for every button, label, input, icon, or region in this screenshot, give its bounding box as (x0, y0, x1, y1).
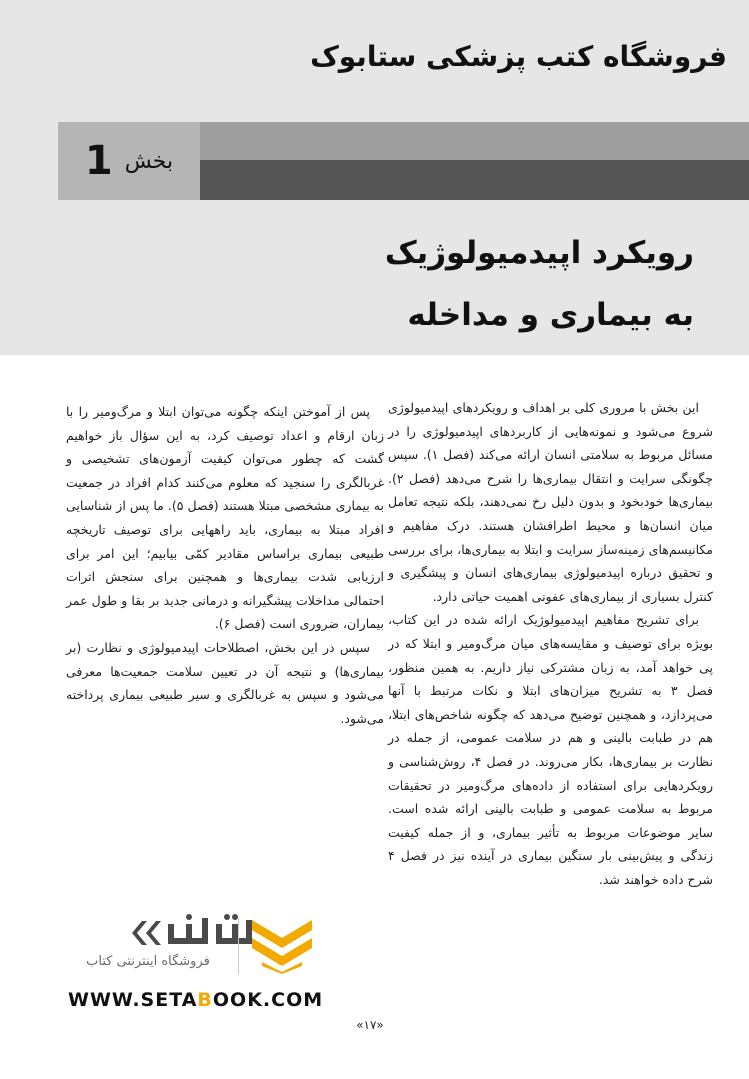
paragraph: پس از آموختن اینکه چگونه می‌توان ابتلا و مرگ‌ومیر را با زبان ارقام و اعداد توصیف کرد، به این سؤال باز خواهیم گشت که چطور می‌توان کیفیت آزمون‌های تشخیصی و غربالگری را سنجید که معلوم می‌کنند کدام افراد در جمعیت به بیماری مشخصی مبتلا هستند (فصل ۵). ما پس از شناسایی افراد مبتلا به بیماری، باید راههایی برای توصیف تاریخچه طبیعی بیماری براساس مقادیر کمّی بیابیم؛ این امر برای ارزیابی شدت بیماری‌ها و همچنین برای سنجش اثرات احتمالی مداخلات پیشگیرانه و درمانی جدید بر بقا و طول عمر بیماران، ضروری است (فصل ۶). (66, 404, 384, 632)
chapter-title (74, 222, 694, 346)
website-url[interactable] (68, 989, 324, 1011)
right-text-column (388, 396, 713, 891)
page-number: «۱۷» (356, 1018, 384, 1032)
logo-subtitle: فروشگاه اینترنتی کتاب (86, 954, 210, 969)
logo-divider (238, 918, 239, 974)
chevron-stack-icon (248, 916, 316, 974)
setabook-logo (60, 912, 318, 978)
left-text-column (66, 400, 384, 730)
chapter-title-line-1: رویکرد اپیدمیولوژیک (384, 235, 694, 271)
section-number: 1 (84, 138, 113, 184)
section-bar-dark (200, 160, 749, 200)
paragraph: این بخش با مروری کلی بر اهداف و رویکردهای اپیدمیولوژی شروع می‌شود و نمونه‌هایی از کاربردهای اپیدمیولوژی را در مسائل مربوط به سلامتی انسان ارائه می‌کند (فصل ۱). سپس چگونگی سرایت و انتقال بیماری‌ها را شرح می‌دهد (فصل ۲). بیماری‌ها خودبخود و بدون دلیل رخ نمی‌دهند، بلکه نتیجه تعامل میان انسان‌ها و محیط اطرافشان هستند. درک مفاهیم و مکانیسم‌های زمینه‌ساز سرایت و ابتلا به بیماری‌ها، برای بررسی و تحقیق درباره اپیدمیولوژی بیماری‌های انسان و پیشگیری و کنترل بسیاری از بیماری‌های عفونی اهمیت حیاتی دارد. (388, 400, 713, 604)
website-suffix: OOK.COM (212, 989, 324, 1011)
paragraph: برای تشریح مفاهیم اپیدمیولوژیک ارائه شده در این کتاب، بویژه برای توصیف و مقایسه‌های میان مرگ‌ومیر و ابتلا که در پی خواهد آمد، به زبان مشترکی نیاز داریم. به همین منظور، فصل ۳ به تشریح میزان‌های ابتلا و نکات مرتبط با آنها می‌پردازد، و همچنین توضیح می‌دهد که چگونه شاخص‌های ابتلا، هم در طبابت بالینی و هم در سلامت عمومی، از جمله در نظارت بر بیماری‌ها، بکار می‌روند. در فصل ۴، روش‌شناسی و رویکردهایی برای استفاده از داده‌های مرگ‌ومیر در تحقیقات مربوط به سلامت عمومی و طبابت بالینی ارائه شده است. سایر موضوعات مربوط به تأثیر بیماری، و از جمله کیفیت زندگی و پیش‌بینی بار سنگین بیماری در آینده نیز در فصل ۴ شرح داده خواهند شد. (388, 612, 714, 887)
section-label-box (58, 122, 200, 200)
website-highlight: B (197, 989, 213, 1011)
chapter-title-line-2: به بیماری و مداخله (407, 297, 694, 333)
paragraph: سپس در این بخش، اصطلاحات اپیدمیولوژی و نظارت (بر بیماری‌ها) و نتیجه آن در تعیین سلامت جمعیت‌ها معرفی می‌شود و سپس به غربالگری و سیر طبیعی بیماری پرداخته می‌شود. (66, 639, 384, 726)
website-prefix: WWW.SETA (68, 989, 198, 1011)
store-title: فروشگاه کتب پزشکی ستابوک (310, 40, 727, 73)
section-word: بخش (124, 148, 174, 174)
